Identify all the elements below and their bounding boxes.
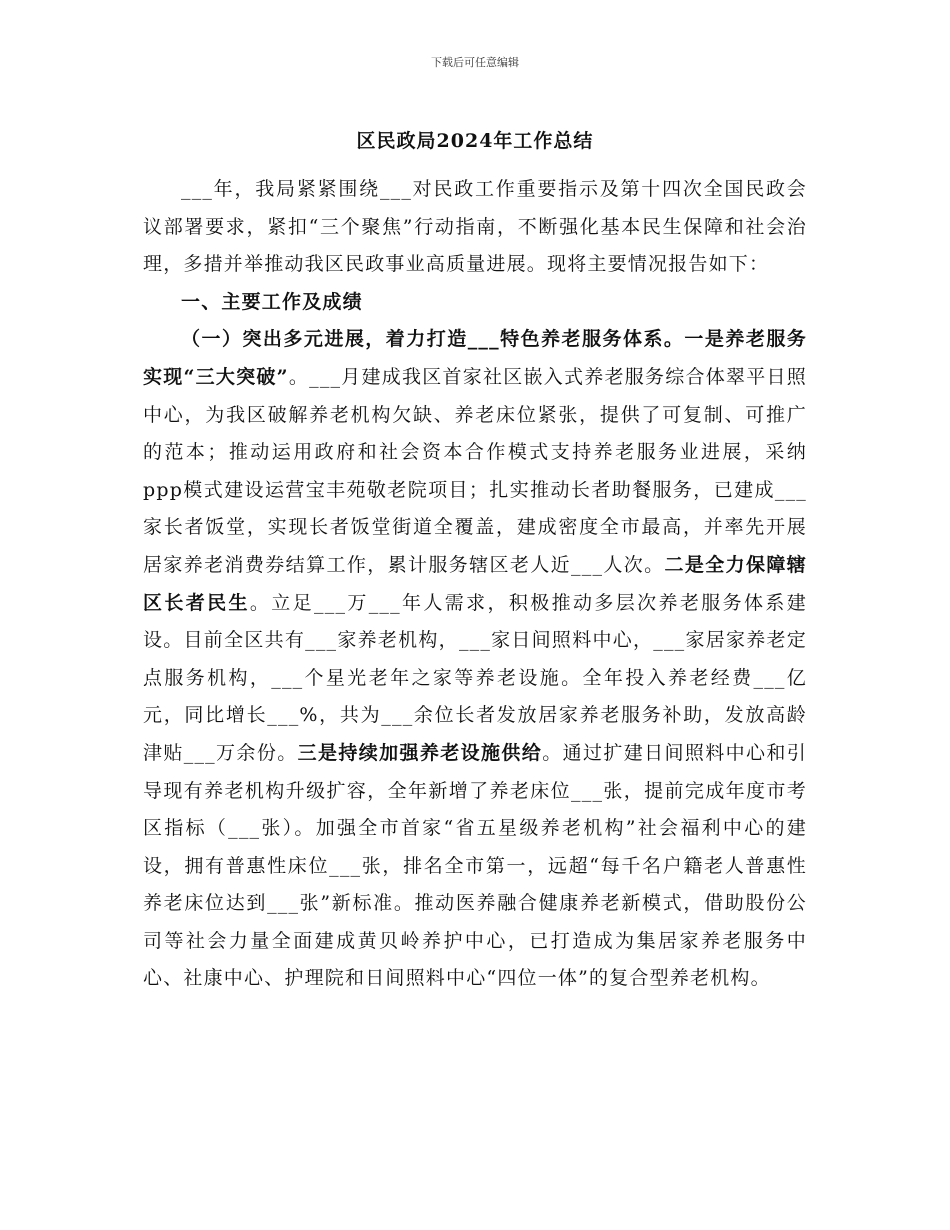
paragraph-bold-2: 二是全力保障辖区长者民生 bbox=[143, 553, 808, 614]
section-heading: 一、主要工作及成绩 bbox=[181, 290, 363, 313]
document-body bbox=[143, 171, 807, 998]
paragraph-bold-3: 三是持续加强养老设施供给 bbox=[297, 741, 543, 764]
paragraph-text-2: 。立足___万___年人需求，积极推动多层次养老服务体系建设。目前全区共有___家养老机构，___家日间照料中心，___家居家养老定点服务机构，___个星光老年之家等养老设施。全年投入养老经费___亿元，同比增长___%，共为___余位长者发放居家养老服务补助，发放高龄津贴___万余份。 bbox=[143, 591, 807, 764]
body-paragraph bbox=[143, 321, 807, 998]
paragraph-text-3: 。通过扩建日间照料中心和引导现有养老机构升级扩容，全年新增了养老床位___张，提前完成年度市考区指标（___张）。加强全市首家“省五星级养老机构”社会福利中心的建设，拥有普惠性床位___张，排名全市第一，远超“每千名户籍老人普惠性养老床位达到___张”新标准。推动医养融合健康养老新模式，借助股份公司等社会力量全面建成黄贝岭养护中心，已打造成为集居家养老服务中心、社康中心、护理院和日间照料中心“四位一体”的复合型养老机构。 bbox=[143, 741, 807, 990]
paragraph-text-1: 。___月建成我区首家社区嵌入式养老服务综合体翠平日照中心，为我区破解养老机构欠缺、养老床位紧张，提供了可复制、可推广的范本；推动运用政府和社会资本合作模式支持养老服务业进展，采纳ppp模式建设运营宝丰苑敬老院项目；扎实推动长者助餐服务，已建成___家长者饭堂，实现长者饭堂街道全覆盖，建成密度全市最高，并率先开展居家养老消费券结算工作，累计服务辖区老人近___人次。 bbox=[143, 365, 807, 576]
paragraph-lead-bold: （一）突出多元进展，着力打造___特色养老服务体系。一是养老服务实现“三大突破” bbox=[143, 328, 807, 388]
intro-paragraph: ___年，我局紧紧围绕___对民政工作重要指示及第十四次全国民政会议部署要求，紧扣“三个聚焦”行动指南，不断强化基本民生保障和社会治理，多措并举推动我区民政事业高质量进展。现将主要情况报告如下： bbox=[143, 178, 807, 276]
document-title: 区民政局2024年工作总结 bbox=[356, 130, 594, 152]
page-header-note: 下载后可任意编辑 bbox=[431, 56, 519, 69]
